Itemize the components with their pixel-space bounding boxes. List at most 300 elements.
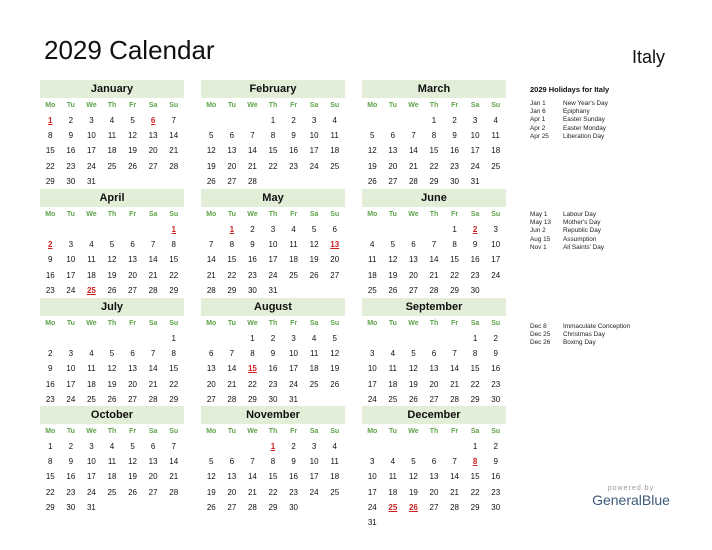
- day-cell: 27: [227, 176, 237, 186]
- weekday-label: Su: [491, 102, 501, 109]
- month-january: [40, 80, 184, 189]
- day-cell: 17: [309, 146, 319, 156]
- weekday-row: [201, 207, 345, 222]
- day-cell: 19: [107, 379, 117, 389]
- weekday-label: We: [408, 102, 419, 109]
- month-june: [362, 189, 506, 298]
- day-grid: [201, 113, 345, 189]
- empty-cell: [102, 331, 123, 346]
- day-cell: 24: [86, 161, 96, 171]
- day-cell: 8: [270, 457, 276, 467]
- day-cell: 22: [247, 379, 257, 389]
- holiday-name: Labour Day: [563, 211, 597, 218]
- day-cell: 6: [150, 442, 156, 451]
- day-cell: 7: [452, 349, 457, 359]
- empty-cell: [242, 439, 263, 454]
- day-cell: 23: [247, 270, 257, 280]
- weekday-label: Tu: [388, 211, 397, 218]
- holiday-list-q3: [530, 323, 710, 348]
- empty-cell: [403, 222, 424, 237]
- day-cell: 20: [148, 146, 158, 156]
- month-august: [201, 298, 345, 407]
- day-cell: 10: [309, 457, 319, 467]
- day-cell: 2: [291, 442, 296, 451]
- holiday-entry: [530, 236, 710, 244]
- day-cell: 21: [148, 270, 158, 280]
- day-cell: 29: [227, 285, 237, 295]
- empty-cell: [81, 222, 102, 237]
- empty-cell: [222, 331, 243, 346]
- day-cell: 4: [493, 116, 498, 125]
- holiday-date: Dec 25: [530, 331, 551, 339]
- holiday-entry: [530, 323, 710, 331]
- day-cell: 3: [311, 442, 317, 451]
- day-cell: 9: [48, 255, 53, 265]
- day-cell: 6: [411, 240, 416, 250]
- day-cell: 22: [45, 161, 55, 171]
- holiday-day: 1: [229, 225, 235, 234]
- day-cell: 23: [289, 161, 299, 171]
- day-cell: 29: [450, 285, 460, 295]
- day-cell: 16: [289, 146, 299, 156]
- weekday-label: Th: [107, 211, 117, 218]
- day-cell: 21: [408, 161, 418, 171]
- day-cell: 18: [86, 270, 96, 280]
- day-cell: 11: [87, 255, 96, 265]
- day-cell: 3: [493, 225, 498, 234]
- day-cell: 29: [169, 394, 179, 404]
- day-cell: 13: [148, 131, 158, 141]
- holidays-title: 2029 Holidays for Italy: [530, 85, 610, 94]
- day-cell: 9: [68, 457, 74, 467]
- day-cell: 12: [408, 364, 418, 374]
- day-cell: 15: [268, 146, 278, 156]
- day-cell: 14: [206, 255, 216, 265]
- day-cell: 20: [148, 472, 158, 482]
- day-cell: 4: [332, 442, 337, 451]
- day-cell: 5: [411, 349, 416, 359]
- holiday-name: Easter Monday: [563, 124, 606, 132]
- month-march: [362, 80, 506, 189]
- day-cell: 25: [491, 161, 501, 171]
- day-cell: 13: [429, 472, 439, 482]
- holiday-name: New Year's Day: [563, 100, 608, 107]
- day-cell: 5: [311, 225, 317, 234]
- day-cell: 11: [388, 364, 397, 374]
- day-cell: 28: [148, 285, 158, 295]
- day-cell: 26: [107, 394, 117, 404]
- day-cell: 12: [206, 472, 216, 482]
- day-cell: 19: [206, 161, 216, 171]
- holiday-day: 13: [330, 240, 340, 250]
- day-cell: 26: [206, 176, 216, 186]
- day-cell: 9: [291, 457, 296, 467]
- day-cell: 20: [227, 161, 237, 171]
- day-cell: 16: [491, 472, 501, 482]
- month-february: [201, 80, 345, 189]
- day-cell: 15: [450, 255, 460, 265]
- holiday-date: Apr 1: [530, 116, 546, 124]
- empty-cell: [201, 113, 222, 128]
- day-cell: 17: [289, 364, 299, 374]
- day-cell: 16: [247, 255, 257, 265]
- weekday-label: Tu: [388, 428, 397, 435]
- weekday-label: Fr: [451, 320, 459, 327]
- day-cell: 28: [206, 285, 216, 295]
- day-cell: 17: [66, 270, 76, 280]
- day-cell: 23: [45, 285, 55, 295]
- day-cell: 20: [128, 379, 138, 389]
- day-cell: 22: [268, 487, 278, 497]
- day-cell: 24: [491, 270, 501, 280]
- holiday-date: Apr 2: [530, 124, 546, 132]
- day-cell: 1: [472, 442, 478, 451]
- weekday-label: Tu: [66, 211, 75, 218]
- day-cell: 29: [470, 394, 480, 404]
- day-cell: 31: [470, 176, 480, 186]
- weekday-label: Sa: [309, 320, 319, 327]
- day-cell: 10: [289, 349, 299, 359]
- day-cell: 30: [491, 502, 501, 512]
- day-cell: 18: [289, 255, 299, 265]
- day-cell: 16: [45, 270, 55, 280]
- day-cell: 8: [171, 349, 176, 359]
- day-cell: 10: [66, 364, 76, 374]
- day-cell: 19: [330, 364, 340, 374]
- day-cell: 17: [86, 146, 96, 156]
- day-cell: 28: [148, 394, 158, 404]
- weekday-row: [201, 424, 345, 439]
- day-grid: [201, 439, 345, 515]
- day-cell: 7: [209, 240, 214, 250]
- holiday-name: Boxing Day: [563, 339, 596, 347]
- weekday-label: Fr: [129, 428, 137, 435]
- day-cell: 29: [247, 394, 257, 404]
- day-cell: 13: [408, 255, 418, 265]
- day-cell: 16: [470, 255, 480, 265]
- weekday-label: Sa: [148, 320, 158, 327]
- day-cell: 19: [367, 161, 377, 171]
- brand-name: GeneralBlue: [592, 492, 670, 508]
- day-cell: 14: [450, 364, 460, 374]
- day-cell: 26: [330, 379, 340, 389]
- day-cell: 27: [330, 270, 340, 280]
- holiday-entry: [530, 339, 710, 347]
- day-cell: 12: [367, 146, 377, 156]
- empty-cell: [122, 331, 143, 346]
- day-cell: 6: [390, 131, 396, 141]
- month-header: June: [362, 189, 506, 207]
- day-cell: 6: [130, 349, 135, 359]
- day-cell: 9: [68, 131, 74, 141]
- day-cell: 31: [86, 176, 96, 186]
- month-november: [201, 406, 345, 515]
- day-cell: 20: [429, 379, 439, 389]
- day-cell: 12: [206, 146, 216, 156]
- weekday-label: Tu: [227, 102, 236, 109]
- day-cell: 18: [388, 379, 398, 389]
- holiday-entry: [530, 125, 710, 133]
- holiday-name: Epiphany: [563, 108, 590, 116]
- day-cell: 20: [429, 487, 439, 497]
- holiday-name: Christmas Day: [563, 331, 605, 339]
- day-cell: 7: [171, 116, 176, 125]
- day-cell: 8: [270, 131, 276, 141]
- holiday-entry: [530, 133, 710, 141]
- month-september: [362, 298, 506, 407]
- weekday-label: We: [408, 428, 419, 435]
- holiday-date: Dec 8: [530, 323, 547, 330]
- holiday-day: 2: [472, 225, 478, 234]
- day-cell: 31: [86, 502, 96, 512]
- day-cell: 4: [89, 240, 94, 250]
- weekday-label: Su: [169, 102, 179, 109]
- day-cell: 28: [429, 285, 439, 295]
- day-cell: 4: [311, 334, 317, 343]
- weekday-label: Fr: [129, 211, 137, 218]
- holiday-entry: [530, 244, 710, 252]
- day-cell: 9: [270, 349, 276, 359]
- day-cell: 7: [250, 131, 255, 141]
- day-cell: 17: [491, 255, 501, 265]
- day-cell: 21: [450, 379, 460, 389]
- day-cell: 17: [66, 379, 76, 389]
- day-cell: 24: [289, 379, 299, 389]
- weekday-label: Su: [169, 428, 179, 435]
- day-cell: 2: [493, 442, 498, 451]
- holiday-name: Liberation Day: [563, 132, 605, 140]
- day-cell: 3: [68, 349, 74, 359]
- day-cell: 11: [107, 457, 117, 467]
- day-cell: 11: [309, 349, 319, 359]
- weekday-label: Sa: [309, 428, 319, 435]
- weekday-label: Th: [268, 320, 278, 327]
- empty-cell: [444, 439, 465, 454]
- weekday-row: [40, 98, 184, 113]
- day-cell: 6: [431, 349, 437, 359]
- weekday-label: We: [247, 102, 258, 109]
- weekday-label: Fr: [129, 102, 137, 109]
- day-cell: 8: [229, 240, 235, 250]
- day-cell: 30: [268, 394, 278, 404]
- holiday-day: 25: [388, 502, 398, 512]
- weekday-label: Su: [330, 428, 340, 435]
- weekday-row: [40, 207, 184, 222]
- day-cell: 12: [128, 131, 138, 141]
- day-cell: 14: [247, 146, 257, 156]
- weekday-label: We: [86, 102, 97, 109]
- weekday-label: Mo: [45, 320, 56, 327]
- empty-cell: [383, 222, 404, 237]
- day-cell: 21: [450, 487, 460, 497]
- day-cell: 1: [270, 116, 276, 125]
- day-cell: 23: [289, 487, 299, 497]
- day-cell: 23: [268, 379, 278, 389]
- day-cell: 26: [408, 394, 418, 404]
- month-april: [40, 189, 184, 313]
- month-october: [40, 406, 184, 515]
- empty-cell: [362, 439, 383, 454]
- weekday-label: Tu: [227, 428, 236, 435]
- holiday-day: 26: [408, 502, 418, 512]
- day-cell: 2: [68, 442, 74, 451]
- day-cell: 5: [130, 442, 135, 451]
- day-cell: 17: [86, 472, 96, 482]
- month-header: April: [40, 189, 184, 207]
- day-cell: 9: [452, 131, 457, 141]
- day-cell: 29: [429, 176, 439, 186]
- empty-cell: [403, 439, 424, 454]
- empty-cell: [383, 331, 404, 346]
- holiday-day: 6: [150, 116, 156, 125]
- day-cell: 25: [86, 394, 96, 404]
- country-label: Italy: [632, 47, 666, 67]
- weekday-label: Tu: [66, 428, 75, 435]
- day-cell: 14: [429, 255, 439, 265]
- holiday-entry: [530, 211, 710, 219]
- weekday-label: Mo: [206, 211, 217, 218]
- day-cell: 28: [450, 502, 460, 512]
- day-cell: 27: [206, 394, 216, 404]
- weekday-label: Mo: [45, 102, 56, 109]
- day-cell: 9: [291, 131, 296, 141]
- day-cell: 17: [309, 472, 319, 482]
- day-cell: 3: [311, 116, 317, 125]
- day-cell: 26: [388, 285, 398, 295]
- day-cell: 24: [367, 394, 377, 404]
- day-cell: 31: [367, 517, 377, 527]
- holiday-day: 1: [48, 116, 53, 125]
- holiday-name: Republic Day: [563, 227, 602, 235]
- day-cell: 11: [289, 240, 298, 250]
- empty-cell: [61, 222, 82, 237]
- day-cell: 19: [206, 487, 216, 497]
- day-cell: 27: [429, 394, 439, 404]
- day-cell: 5: [209, 131, 214, 141]
- day-cell: 15: [45, 146, 55, 156]
- weekday-label: We: [408, 211, 419, 218]
- day-cell: 28: [247, 502, 257, 512]
- day-cell: 7: [452, 457, 457, 467]
- day-cell: 16: [450, 146, 460, 156]
- weekday-label: Tu: [388, 102, 397, 109]
- month-december: [362, 406, 506, 530]
- weekday-label: Sa: [309, 211, 319, 218]
- day-cell: 7: [171, 442, 176, 451]
- day-cell: 2: [270, 334, 276, 343]
- holiday-list-q2: [530, 211, 710, 252]
- weekday-label: Th: [268, 428, 278, 435]
- day-cell: 26: [367, 176, 377, 186]
- day-cell: 24: [86, 487, 96, 497]
- month-header: July: [40, 298, 184, 316]
- day-cell: 15: [470, 472, 480, 482]
- day-cell: 28: [450, 394, 460, 404]
- day-cell: 5: [109, 240, 115, 250]
- day-cell: 29: [268, 502, 278, 512]
- empty-cell: [383, 439, 404, 454]
- day-cell: 22: [169, 379, 179, 389]
- day-cell: 15: [45, 472, 55, 482]
- empty-cell: [444, 331, 465, 346]
- holiday-day: 1: [270, 442, 276, 451]
- day-cell: 13: [227, 146, 237, 156]
- day-cell: 23: [450, 161, 460, 171]
- day-cell: 20: [408, 270, 418, 280]
- weekday-label: Mo: [206, 320, 217, 327]
- day-cell: 6: [130, 240, 135, 250]
- empty-cell: [403, 331, 424, 346]
- holiday-day: 2: [48, 240, 53, 250]
- weekday-label: Tu: [388, 320, 397, 327]
- day-cell: 2: [48, 349, 53, 359]
- day-cell: 19: [408, 487, 418, 497]
- day-cell: 16: [45, 379, 55, 389]
- weekday-label: Su: [491, 428, 501, 435]
- day-cell: 9: [493, 457, 498, 467]
- day-cell: 10: [86, 457, 96, 467]
- day-cell: 27: [408, 285, 418, 295]
- weekday-label: Mo: [206, 102, 217, 109]
- day-cell: 14: [247, 472, 257, 482]
- day-cell: 10: [309, 131, 319, 141]
- day-cell: 4: [109, 442, 115, 451]
- day-cell: 7: [150, 240, 156, 250]
- day-cell: 30: [470, 285, 480, 295]
- holiday-date: Jan 6: [530, 108, 546, 116]
- day-cell: 21: [169, 146, 179, 156]
- day-cell: 27: [148, 161, 158, 171]
- day-cell: 9: [48, 364, 53, 374]
- weekday-label: Sa: [309, 102, 319, 109]
- day-cell: 11: [368, 255, 377, 265]
- day-cell: 11: [388, 472, 397, 482]
- day-cell: 23: [45, 394, 55, 404]
- day-cell: 15: [169, 255, 179, 265]
- day-cell: 18: [388, 487, 398, 497]
- month-header: September: [362, 298, 506, 316]
- weekday-label: Th: [107, 102, 117, 109]
- weekday-label: Th: [268, 211, 278, 218]
- empty-cell: [40, 222, 61, 237]
- day-cell: 22: [450, 270, 460, 280]
- day-cell: 16: [491, 364, 501, 374]
- day-cell: 15: [227, 255, 237, 265]
- day-cell: 2: [452, 116, 457, 125]
- day-cell: 30: [66, 502, 76, 512]
- day-cell: 13: [148, 457, 158, 467]
- day-cell: 19: [309, 255, 319, 265]
- day-cell: 11: [107, 131, 117, 141]
- day-cell: 14: [148, 364, 158, 374]
- day-cell: 19: [408, 379, 418, 389]
- day-cell: 17: [367, 487, 377, 497]
- day-grid: [40, 113, 184, 189]
- weekday-row: [362, 424, 506, 439]
- empty-cell: [222, 113, 243, 128]
- weekday-label: We: [408, 320, 419, 327]
- holiday-entry: [530, 331, 710, 339]
- weekday-label: Fr: [290, 211, 298, 218]
- empty-cell: [143, 222, 164, 237]
- holiday-day: 25: [86, 285, 96, 295]
- day-cell: 19: [107, 270, 117, 280]
- weekday-label: Mo: [367, 428, 378, 435]
- day-cell: 25: [107, 161, 117, 171]
- day-cell: 1: [48, 442, 53, 451]
- day-cell: 16: [66, 146, 76, 156]
- day-cell: 3: [270, 225, 276, 234]
